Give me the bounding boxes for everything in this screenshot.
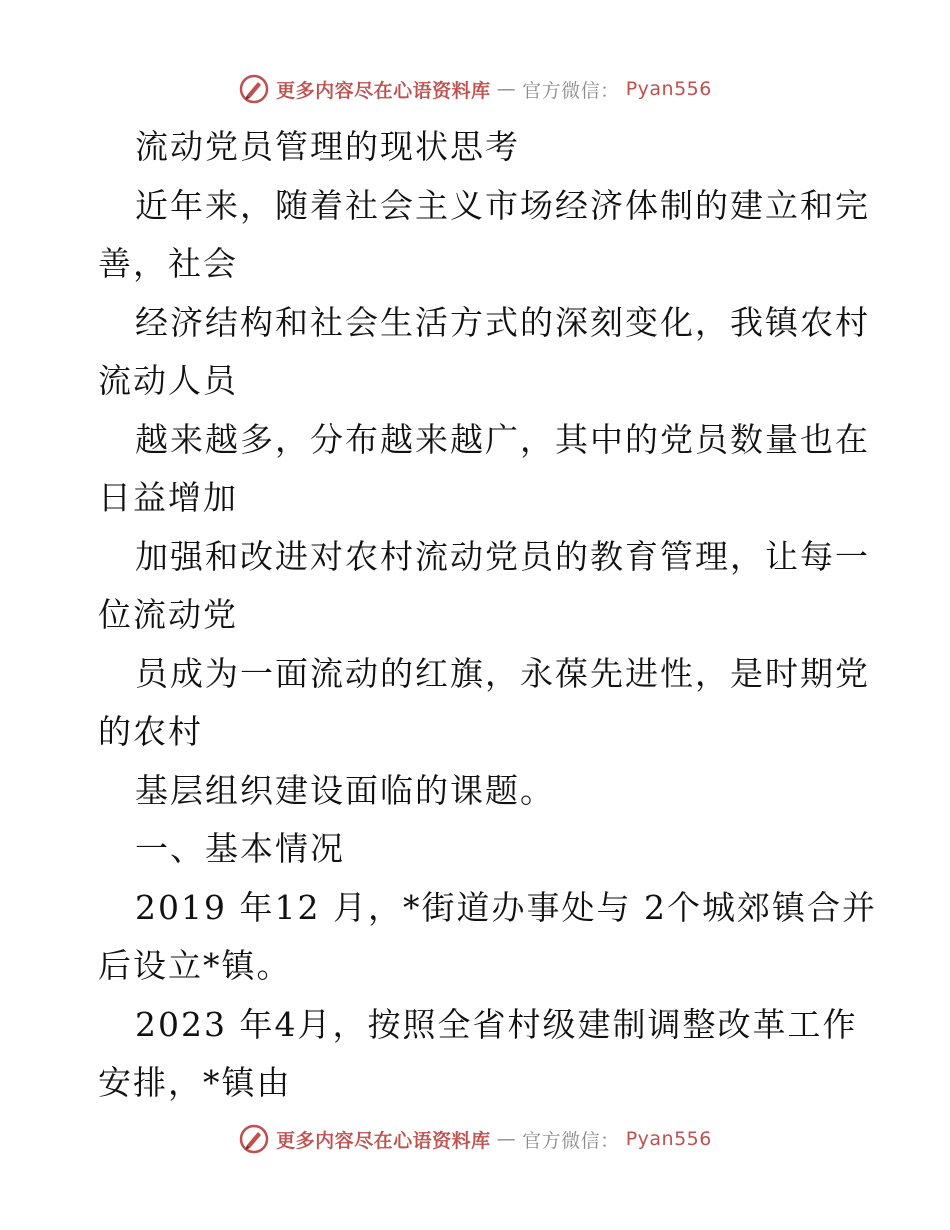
pen-logo-icon <box>238 73 270 105</box>
paragraph-line: 基层组织建设面临的课题。 <box>135 770 555 810</box>
footer-wechat-id: Pyan556 <box>625 1128 712 1150</box>
pen-logo-icon <box>238 1123 270 1155</box>
paragraph-line: 加强和改进对农村流动党员的教育管理，让每一 <box>135 536 870 576</box>
footer-dash: — <box>496 1128 517 1150</box>
header-dash: — <box>496 78 517 100</box>
paragraph-line: 2023 年4月，按照全省村级建制调整改革工作 <box>135 1004 858 1044</box>
footer-wechat-label: 官方微信： <box>522 1129 620 1152</box>
paragraph-line: 日益增加 <box>98 478 238 517</box>
paragraph-line: 安排，*镇由 <box>98 1063 292 1102</box>
paragraph-line: 2019 年12 月，*街道办事处与 2个城郊镇合并 <box>135 887 877 927</box>
document-body <box>98 118 877 1113</box>
footer-banner <box>0 1122 950 1156</box>
header-wechat-label: 官方微信： <box>522 79 620 102</box>
paragraph-line: 流动人员 <box>98 361 238 400</box>
header-slogan: 更多内容尽在心语资料库 <box>276 79 491 102</box>
header-wechat-id: Pyan556 <box>625 78 712 100</box>
paragraph-line: 善，社会 <box>98 244 238 283</box>
section-heading: 一、基本情况 <box>135 829 345 868</box>
paragraph-line: 后设立*镇。 <box>98 946 292 985</box>
document-title: 流动党员管理的现状思考 <box>135 127 520 166</box>
header-banner <box>0 72 950 106</box>
paragraph-line: 位流动党 <box>98 595 238 634</box>
footer-slogan: 更多内容尽在心语资料库 <box>276 1129 491 1152</box>
paragraph-line: 经济结构和社会生活方式的深刻变化，我镇农村 <box>135 302 870 342</box>
paragraph-line: 员成为一面流动的红旗，永葆先进性，是时期党 <box>135 653 870 693</box>
paragraph-line: 的农村 <box>98 712 203 751</box>
paragraph-line: 越来越多，分布越来越广，其中的党员数量也在 <box>135 419 870 459</box>
paragraph-line: 近年来，随着社会主义市场经济体制的建立和完 <box>135 185 870 225</box>
